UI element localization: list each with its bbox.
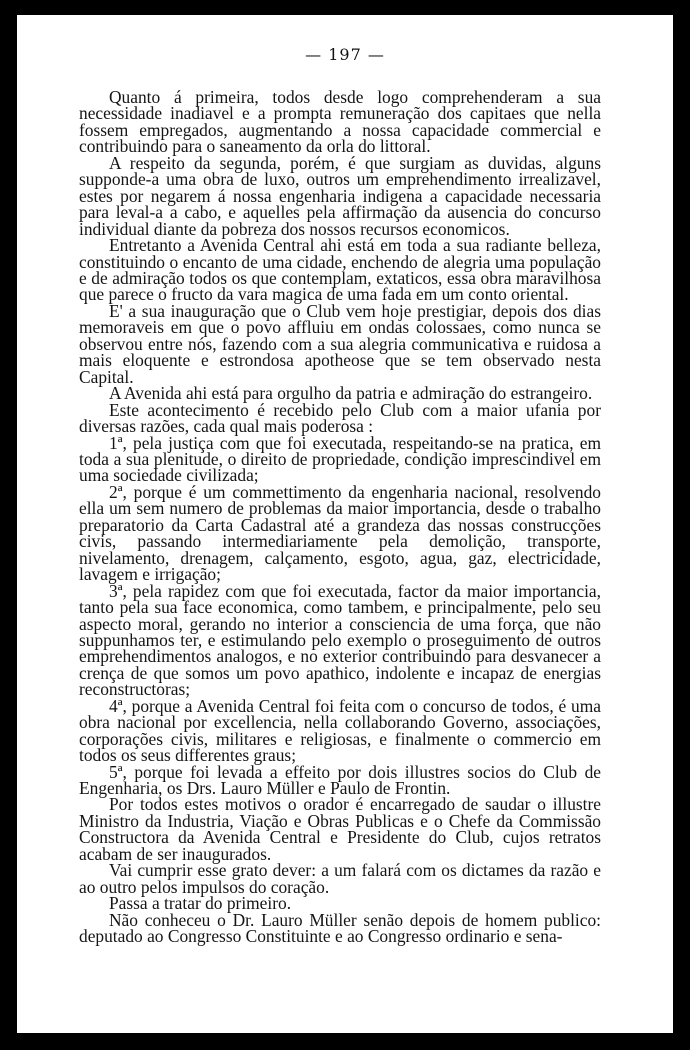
page-number: — 197 —	[305, 45, 385, 64]
body-text	[79, 89, 601, 945]
book-page	[17, 15, 673, 1033]
paragraph-11: 5ª, porque foi levada a effeito por dois illustres socios do Club de Engenharia, os Drs. Lauro Müller e Paulo de Frontin.	[79, 761, 601, 799]
paragraph-2: A respeito da segunda, porém, é que surgiam as duvidas, alguns supponde-a uma obra de luxo, outros um emprehendimento irrealizavel, estes por negarem á nossa engenharia indigena a capacidade necessaria para leval-a a cabo, e aquelles pela affirmação da ausencia do concurso individual diante da pobreza dos nossos recursos economicos.	[79, 152, 601, 239]
paragraph-8: 2ª, porque é um commettimento da engenharia nacional, resolvendo ella um sem numero de problemas da maior importancia, desde o trabalho preparatorio da Carta Cadastral até a grandeza das nossas construcções civis, passando intermediariamente pela demolição, transporte, nivelamento, drenagem, calçamento, esgoto, agua, gaz, electricidade, lavagem e irrigação;	[79, 481, 601, 585]
paragraph-15: Não conheceu o Dr. Lauro Müller senão depois de homem publico: deputado ao Congresso Constituinte e ao Congresso ordinario e sena-	[79, 909, 601, 947]
paragraph-6: Este acontecimento é recebido pelo Club com a maior ufania por diversas razões, cada qual mais poderosa :	[79, 399, 601, 437]
paragraph-4: E' a sua inauguração que o Club vem hoje prestigiar, depois dos dias memoraveis em que o povo affluiu em ondas colossaes, como nunca se observou entre nós, fazendo com a sua alegria communicativa e ruidosa a mais eloquente e estrondosa apotheose que se tem observado nesta Capital.	[79, 300, 601, 387]
paragraph-9: 3ª, pela rapidez com que foi executada, factor da maior importancia, tanto pela sua face economica, como tambem, e principalmente, pelo seu aspecto moral, gerando no interior a consciencia de uma força, que não suppunhamos ter, e estimulando pelo exemplo o proseguimento de outros emprehendimentos analogos, e no exterior contribuindo para desvanecer a crença de que somos um povo apathico, indolente e incapaz de energias reconstructoras;	[79, 580, 601, 700]
paragraph-7: 1ª, pela justiça com que foi executada, respeitando-se na pratica, em toda a sua plenitude, o direito de propriedade, condição imprescindivel em uma sociedade civilizada;	[79, 432, 601, 486]
paragraph-13: Vai cumprir esse grato dever: a um falará com os dictames da razão e ao outro pelos impulsos do coração.	[79, 860, 601, 897]
paragraph-14: Passa a tratar do primeiro.	[109, 893, 292, 914]
paragraph-10: 4ª, porque a Avenida Central foi feita com o concurso de todos, é uma obra nacional por excellencia, nella collaborando Governo, associações, corporações civis, militares e religiosas, e finalmente o commercio em todos os seus differentes graus;	[79, 695, 601, 766]
paragraph-12: Por todos estes motivos o orador é encarregado de saudar o illustre Ministro da Industria, Viação e Obras Publicas e o Chefe da Commissão Constructora da Avenida Central e Presidente do Club, cujos retratos acabam de ser inaugurados.	[79, 794, 601, 864]
paragraph-3: Entretanto a Avenida Central ahi está em toda a sua radiante belleza, constituindo o encanto de uma cidade, enchendo de alegria uma população e de admiração todos os que contemplam, extaticos, essa obra maravilhosa que parece o fructo da vara magica de uma fada em um conto oriental.	[79, 235, 601, 305]
paragraph-1: Quanto á primeira, todos desde logo comprehenderam a sua necessidade inadiavel e a prompta remuneração dos capitaes que nella fossem empregados, augmentando a nossa capacidade commercial e contribuindo para o saneamento da orla do littoral.	[79, 87, 601, 157]
paragraph-5: A Avenida ahi está para orgulho da patria e admiração do estrangeiro.	[109, 383, 593, 404]
